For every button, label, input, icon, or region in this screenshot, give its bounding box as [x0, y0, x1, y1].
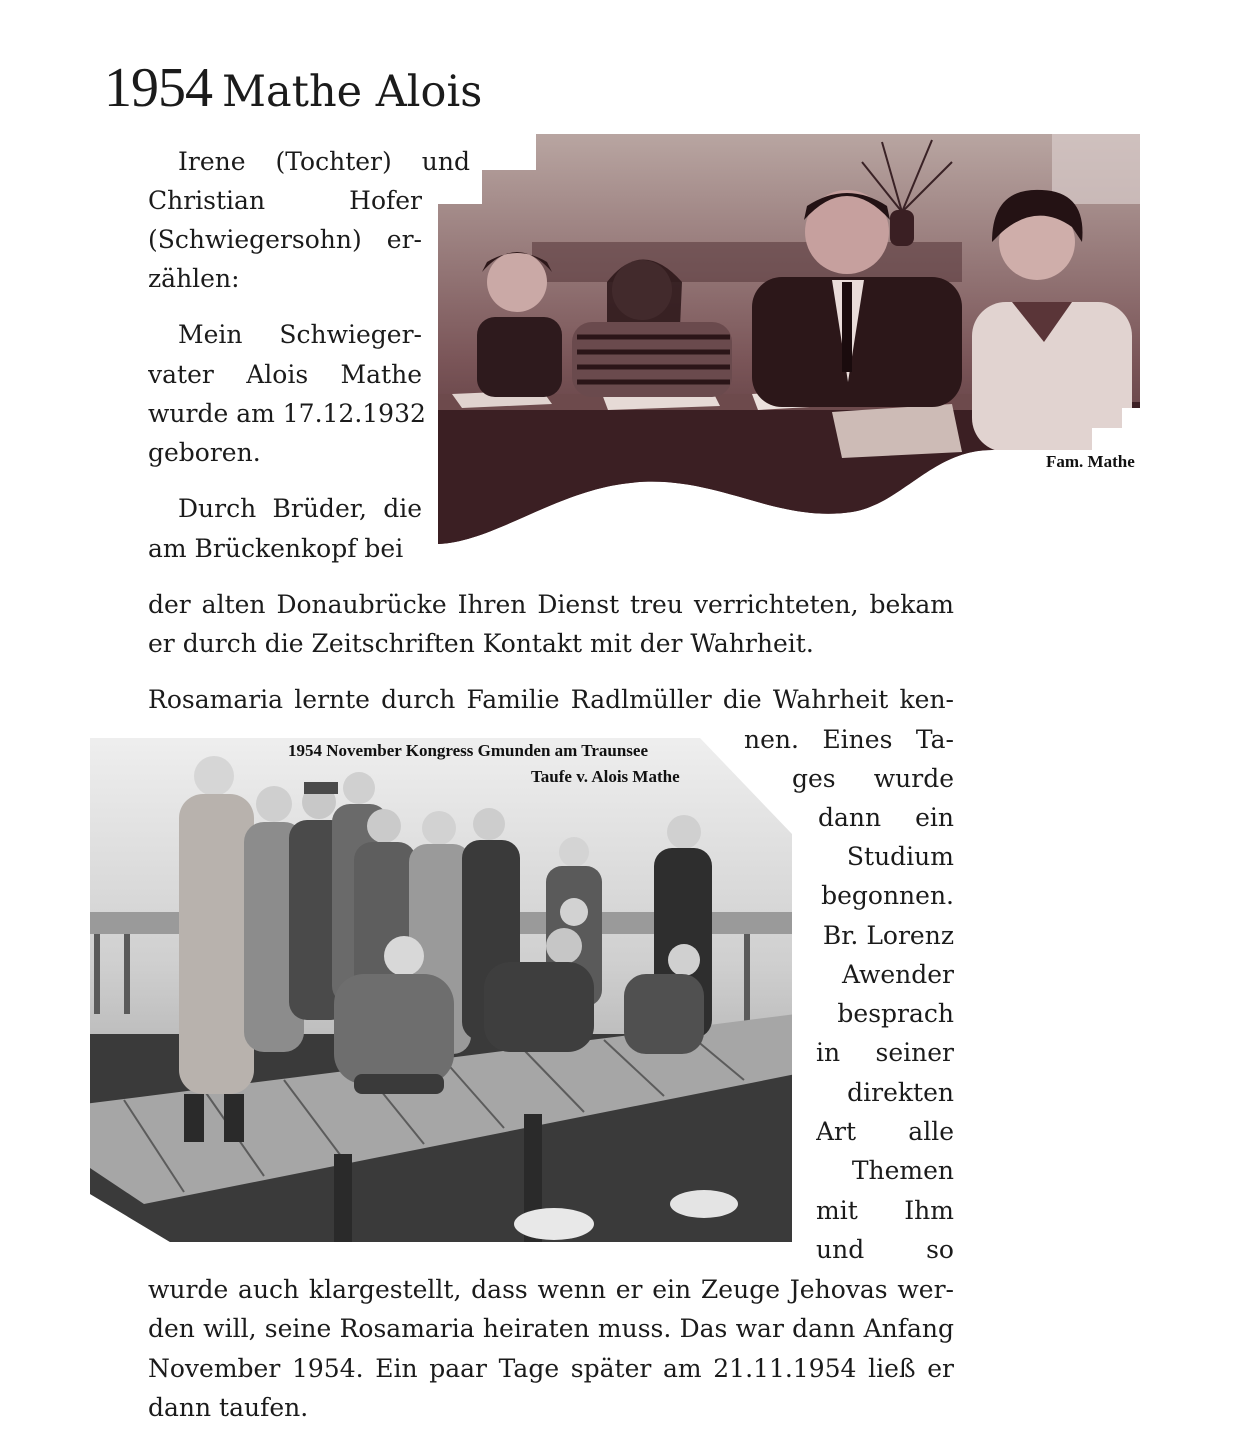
baptism-photo — [84, 734, 796, 1246]
page-title — [104, 56, 482, 120]
title-name: Mathe Alois — [222, 67, 483, 117]
intro-line: Irene (Tochter) und — [178, 147, 470, 176]
para3-line: Art alle — [816, 1117, 954, 1146]
para2-line: er durch die Zeitschriften Kontakt mit der Wahrheit. — [148, 629, 814, 658]
para1-line: Mein Schwieger- — [178, 320, 422, 349]
para1-line: geboren. — [148, 438, 261, 467]
para3-line: und so — [816, 1235, 954, 1264]
para3-line: wurde auch klargestellt, dass wenn er ein Zeuge Jehovas wer- — [148, 1275, 954, 1304]
para3-line: besprach — [837, 999, 954, 1028]
para1-line: wurde am 17.12.1932 — [148, 399, 426, 428]
para3-line: November 1954. Ein paar Tage später am 21.11.1954 ließ er — [148, 1354, 954, 1383]
para3-line: Br. Lorenz — [822, 921, 954, 950]
para3-line: in seiner — [816, 1038, 954, 1067]
intro-line: Christian Hofer — [148, 186, 422, 215]
intro-line: zählen: — [148, 264, 240, 293]
para2-line: am Brückenkopf bei — [148, 534, 404, 563]
title-year: 1954 — [104, 57, 212, 119]
para3-line: begonnen. — [821, 881, 954, 910]
para3-line: Studium — [846, 842, 954, 871]
para1-line: vater Alois Mathe — [148, 360, 422, 389]
intro-line: (Schwiegersohn) er- — [148, 225, 422, 254]
para3-line: ges wurde — [792, 764, 954, 793]
family-photo — [432, 132, 1144, 548]
para3-line: nen. Eines Ta- — [744, 725, 954, 754]
para2-line: der alten Donaubrücke Ihren Dienst treu verrichteten, bekam — [148, 590, 954, 619]
photo1-caption: Fam. Mathe — [1046, 452, 1135, 471]
photo2-caption-line2: Taufe v. Alois Mathe — [531, 767, 680, 786]
para3-line: direkten — [847, 1078, 954, 1107]
para3-line: Rosamaria lernte durch Familie Radlmüller die Wahrheit ken- — [148, 685, 954, 714]
para3-line: dann taufen. — [148, 1393, 309, 1422]
photo2-caption-line1: 1954 November Kongress Gmunden am Traunsee — [288, 741, 649, 760]
para2-line: Durch Brüder, die — [178, 494, 422, 523]
para3-line: mit Ihm — [816, 1196, 954, 1225]
para3-line: Themen — [851, 1156, 954, 1185]
para3-line: den will, seine Rosamaria heiraten muss. Das war dann Anfang — [148, 1314, 954, 1343]
para3-line: dann ein — [818, 803, 954, 832]
para3-line: Awender — [842, 960, 954, 989]
